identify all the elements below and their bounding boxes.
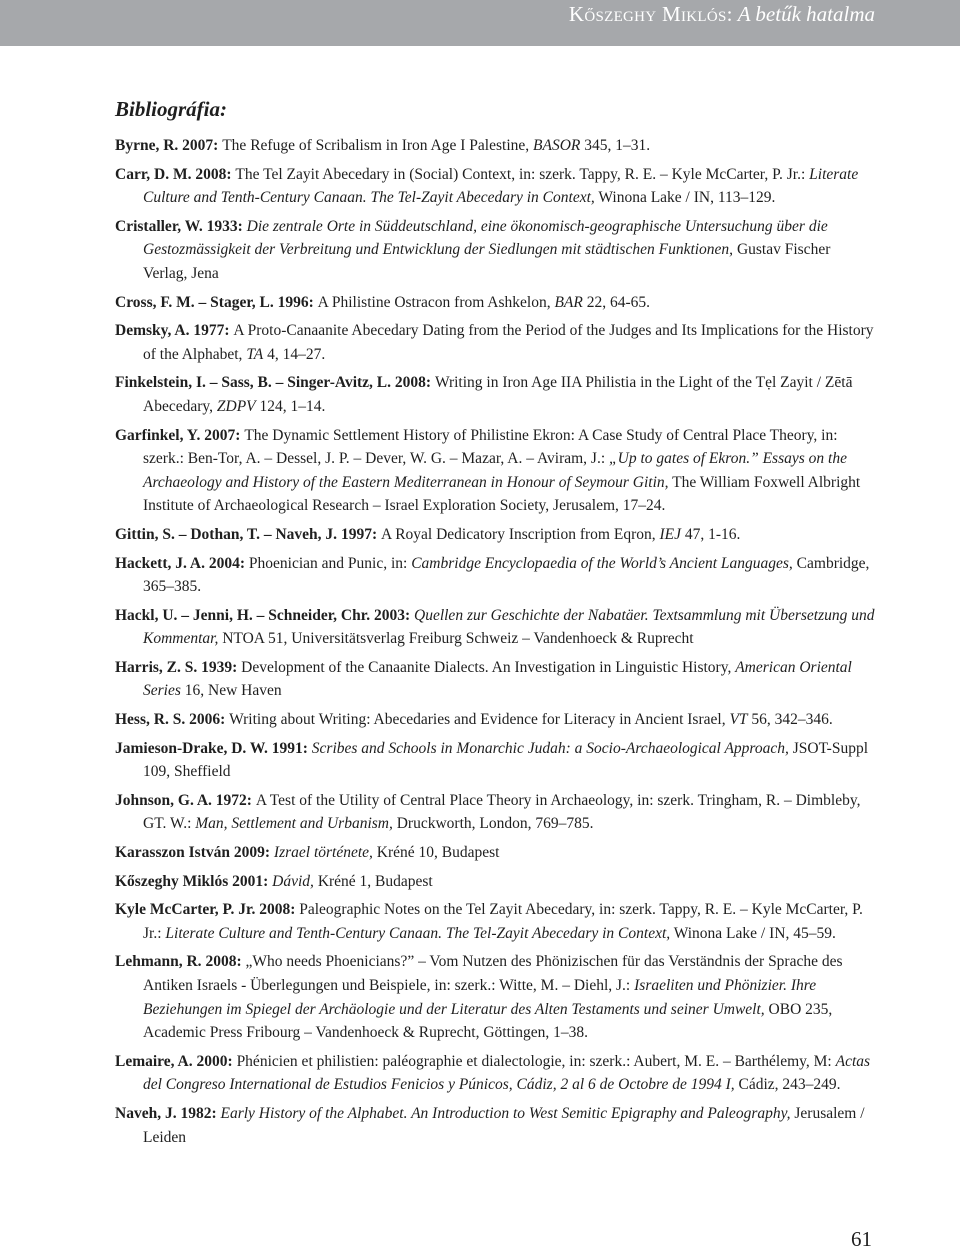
entry-year: 2000:: [196, 1052, 237, 1070]
entry-title-italic: BAR: [554, 293, 583, 311]
entry-year: 2008:: [259, 901, 300, 919]
entry-authors: Gittin, S. – Dothan, T. – Naveh, J.: [115, 525, 341, 543]
header-book-title: A betűk hatalma: [737, 2, 875, 26]
entry-text: 345, 1–31.: [580, 137, 651, 154]
entry-title-italic: Quellen zur Geschichte der Nabatäer. Textsammlung mit Übersetzung und Kommentar,: [143, 606, 875, 648]
entry-authors: Finkelstein, I. – Sass, B. – Singer-Avitz, L.: [115, 374, 395, 392]
entry-year: 2007:: [204, 426, 245, 444]
entry-year: 1977:: [193, 322, 234, 340]
entry-year: 2008:: [205, 953, 246, 971]
entry-title-italic: ZDPV: [216, 397, 256, 415]
entry-title-italic: IEJ: [659, 525, 682, 543]
bibliography-entry: [115, 950, 877, 1044]
entry-title-italic: Israeliten und Phönizier. Ihre Beziehungen im Spiegel der Archäologie und der Literatur des Alten Testaments und seiner Umwelt,: [143, 977, 817, 1018]
entry-text: Writing about Writing: Abecedaries and Evidence for Literacy in Ancient Israel,: [229, 711, 730, 729]
entry-authors: Carr, D. M.: [115, 165, 196, 183]
entry-title-italic: Early History of the Alphabet. An Introduction to West Semitic Epigraphy and Paleography,: [220, 1104, 791, 1122]
entry-text: A Royal Dedicatory Inscription from Eqron,: [380, 525, 660, 543]
entry-authors: Hackett, J. A.: [115, 554, 209, 572]
running-header-bar: [0, 0, 960, 46]
entry-text: The William Foxwell Albright Institute of Archaeological Research – Israel Exploration Society, Jerusalem, 17–24.: [143, 473, 861, 515]
entry-year: 1972:: [215, 791, 256, 809]
entry-title-italic: Man, Settlement and Urbanism,: [195, 815, 393, 833]
section-title: Bibliográfia:: [115, 97, 228, 121]
entry-authors: Hess, R. S.: [115, 711, 190, 729]
entry-authors: Harris, Z. S.: [115, 658, 202, 676]
entry-text: Jerusalem / Leiden: [143, 1104, 865, 1146]
entry-text: The Refuge of Scribalism in Iron Age I Palestine,: [222, 137, 534, 154]
entry-title-italic: American Oriental Series: [143, 658, 852, 700]
entry-authors: Naveh, J.: [115, 1104, 181, 1122]
entry-text: Phoenician and Punic, in:: [248, 554, 412, 572]
entry-text: 56, 342–346.: [747, 711, 833, 729]
entry-title-italic: Die zentrale Orte in Süddeutschland, eine ökonomisch-geographische Untersuchung über die Gestozmässigkeit der Verbreitung und Entwicklung der Siedlungen mit städtischen Funktionen,: [143, 217, 828, 259]
entry-year: 2004:: [208, 554, 249, 572]
entry-text: The Dynamic Settlement History of Philistine Ekron: A Case Study of Central Place Theory, in: szerk.: Ben-Tor, A. – Dessel, J. P. – Dever, W. G. – Mazar, A. – Aviram, J.:: [143, 426, 838, 468]
entry-year: 2001:: [232, 872, 273, 890]
entry-title-italic: Actas del Congreso International de Estudios Fenicios y Púnicos, Cádiz, 2 al 6 de Octobre de 1994 I,: [143, 1052, 871, 1094]
entry-authors: Byrne, R.: [115, 137, 183, 154]
entry-text: 124, 1–14.: [255, 397, 326, 415]
entry-year: 2006:: [189, 711, 230, 729]
running-header-title: [569, 2, 875, 26]
header-separator: :: [726, 2, 738, 26]
entry-text: Cambridge, 365–385.: [143, 554, 870, 596]
entry-title-italic: BASOR: [533, 137, 581, 154]
entry-text: Writing in Iron Age IIA Philistia in the Light of the Tẹl Zayit / Zētā Abecedary,: [143, 374, 853, 415]
entry-text: OBO 235, Academic Press Fribourg – Vandenhoeck & Ruprecht, Göttingen, 1–38.: [143, 1000, 833, 1042]
entry-year: 1996:: [277, 293, 318, 311]
entry-year: 2003:: [373, 606, 414, 624]
bibliography-entry: [115, 841, 877, 865]
entry-text: 22, 64-65.: [582, 293, 651, 311]
entry-authors: Cross, F. M. – Stager, L.: [115, 293, 278, 311]
entry-authors: Demsky, A.: [115, 322, 194, 340]
entry-text: Phénicien et philistien: paléographie et dialectologie, in: szerk.: Aubert, M. E. – Barthélemy, M:: [236, 1052, 836, 1070]
entry-title-italic: Literate Culture and Tenth-Century Canaan. The Tel-Zayit Abecedary in Context,: [143, 165, 859, 207]
entry-year: 1933:: [206, 217, 247, 235]
entry-text: 47, 1-16.: [681, 525, 741, 543]
bibliography-entry: [115, 371, 877, 418]
page-number: 61: [851, 1227, 872, 1251]
entry-text: A Philistine Ostracon from Ashkelon,: [317, 293, 555, 311]
bibliography-entry: [115, 870, 877, 894]
bibliography-entry: [115, 319, 877, 366]
entry-authors: Garfinkel, Y.: [115, 426, 205, 444]
entry-year: 1991:: [271, 739, 312, 757]
entry-text: A Test of the Utility of Central Place Theory in Archaeology, in: szerk. Tringham, R. – Dimbleby, GT. W.:: [143, 791, 861, 833]
entry-title-italic: Dávid,: [272, 872, 314, 890]
entry-title-italic: TA: [246, 345, 264, 363]
entry-text: JSOT-Suppl 109, Sheffield: [143, 739, 868, 781]
entry-title-italic: Literate Culture and Tenth-Century Canaan. The Tel-Zayit Abecedary in Context,: [165, 924, 671, 942]
entry-text: Winona Lake / IN, 45–59.: [670, 924, 836, 942]
entry-year: 2008:: [394, 374, 435, 392]
bibliography-entry: [115, 215, 877, 286]
entry-year: 2009:: [233, 844, 274, 862]
entry-year: 2007:: [182, 137, 223, 154]
entry-text: „Who needs Phoenicians?” – Vom Nutzen des Phönizischen für das Verständnis der Sprache des Antiken Israels - Überlegungen und Beispiele, in: szerk.: Witte, M. – Diehl, J.:: [143, 953, 843, 994]
entry-authors: Hackl, U. – Jenni, H. – Schneider, Chr.: [115, 606, 374, 624]
bibliography-entry: [115, 708, 877, 732]
bibliography-entry: [115, 604, 877, 651]
entry-year: 2008:: [195, 165, 236, 183]
bibliography-entry: [115, 898, 877, 945]
entry-title-italic: VT: [729, 711, 748, 729]
entry-text: Winona Lake / IN, 113–129.: [594, 189, 776, 207]
bibliography-entry: [115, 737, 877, 784]
bibliography-entry: [115, 163, 877, 210]
entry-authors: Kőszeghy Miklós: [115, 872, 233, 890]
bibliography-entry: [115, 291, 877, 315]
entry-text: Kréné 10, Budapest: [372, 844, 500, 862]
entry-text: 4, 14–27.: [263, 345, 326, 363]
entry-authors: Kyle McCarter, P. Jr.: [115, 901, 260, 919]
entry-text: Gustav Fischer Verlag, Jena: [143, 241, 831, 282]
entry-authors: Cristaller, W.: [115, 217, 207, 235]
entry-authors: Jamieson-Drake, D. W.: [115, 739, 272, 757]
entry-title-italic: Cambridge Encyclopaedia of the World’s Ancient Languages,: [411, 554, 793, 572]
bibliography-entry: [115, 1050, 877, 1097]
entry-authors: Lehmann, R.: [115, 953, 206, 971]
bibliography-entry: [115, 656, 877, 703]
entry-text: A Proto-Canaanite Abecedary Dating from the Period of the Judges and Its Implications for the History of the Alphabet,: [143, 322, 874, 363]
entry-authors: Lemaire, A.: [115, 1052, 197, 1070]
entry-text: NTOA 51, Universitätsverlag Freiburg Schweiz – Vandenhoeck & Ruprecht: [218, 630, 694, 648]
entry-text: Cádiz, 243–249.: [734, 1076, 841, 1094]
entry-text: 16, New Haven: [180, 682, 282, 700]
entry-year: 1997:: [340, 525, 381, 543]
bibliography-entry: [115, 134, 877, 158]
bibliography-entry: [115, 1102, 877, 1149]
entry-text: Kréné 1, Budapest: [313, 872, 433, 890]
entry-title-italic: Scribes and Schools in Monarchic Judah: a Socio-Archaeological Approach,: [311, 739, 789, 757]
header-author: Kőszeghy Miklós: [568, 2, 727, 26]
entry-authors: Johnson, G. A.: [115, 791, 216, 809]
entry-title-italic: „Up to gates of Ekron.” Essays on the Archaeology and History of the Eastern Mediterranean in Honour of Seymour Gitin,: [143, 450, 847, 491]
entry-year: 1939:: [201, 658, 242, 676]
bibliography-entry: [115, 424, 877, 518]
bibliography-list: [115, 134, 877, 1154]
bibliography-entry: [115, 523, 877, 547]
entry-title-italic: Izrael története,: [273, 844, 373, 862]
entry-year: 1982:: [180, 1104, 221, 1122]
entry-text: Druckworth, London, 769–785.: [392, 815, 594, 833]
entry-text: Development of the Canaanite Dialects. An Investigation in Linguistic History,: [241, 658, 736, 676]
bibliography-entry: [115, 552, 877, 599]
entry-authors: Karasszon István: [115, 844, 234, 862]
entry-text: The Tel Zayit Abecedary in (Social) Context, in: szerk. Tappy, R. E. – Kyle McCarter, P. Jr.:: [235, 165, 810, 183]
bibliography-entry: [115, 789, 877, 836]
entry-text: Paleographic Notes on the Tel Zayit Abecedary, in: szerk. Tappy, R. E. – Kyle McCarter, P. Jr.:: [143, 901, 863, 942]
